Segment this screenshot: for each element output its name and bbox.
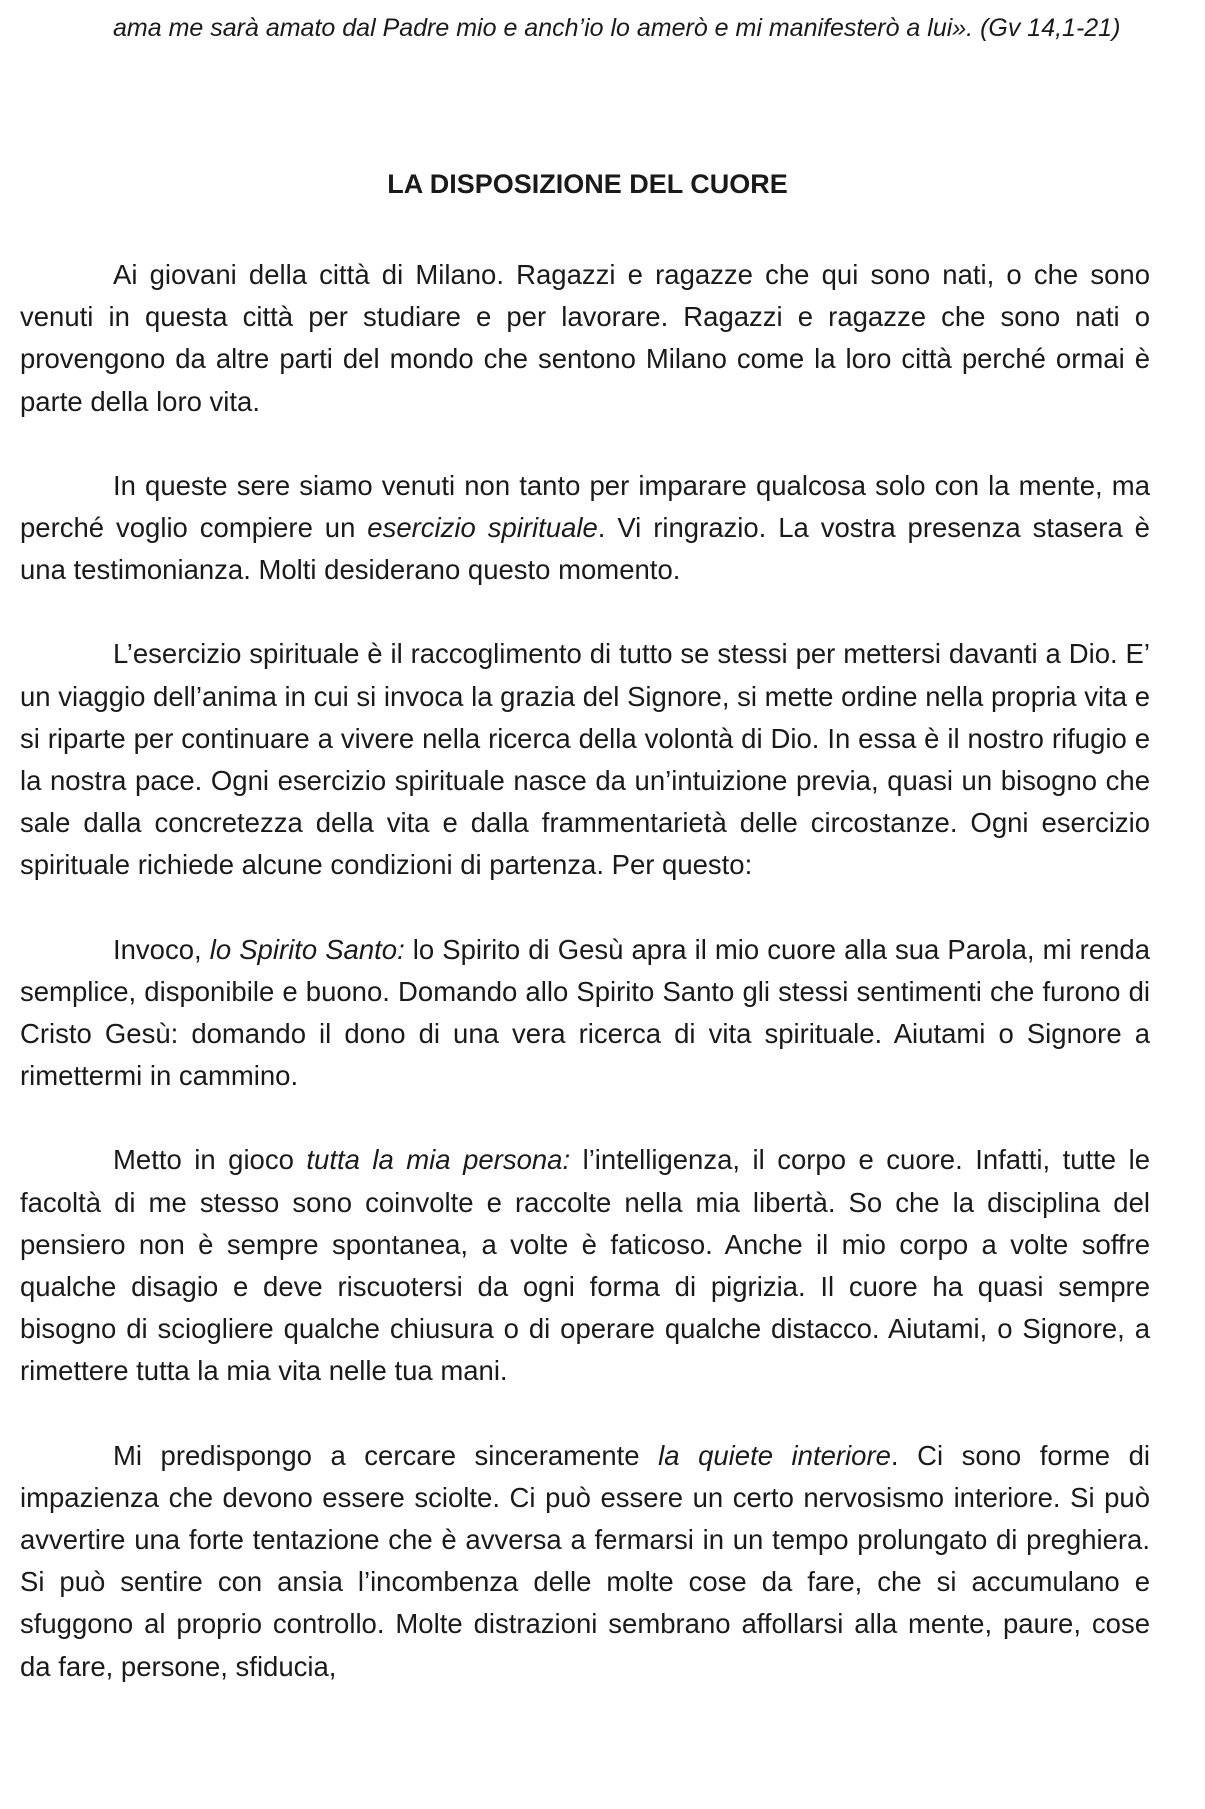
emphasis-text: tutta la mia persona: [306,1144,571,1176]
scripture-quote: ama me sarà amato dal Padre mio e anch’io lo amerò e mi manifesterò a lui». (Gv 14,1-21) [113,14,1121,42]
paragraph-3 [20,633,1150,886]
document-body [20,254,1150,1688]
paragraph-text: lo Spirito di Gesù apra il mio cuore alla sua Parola, mi renda semplice, disponibile e buono. Domando allo Spirito Santo gli stessi sentimenti che furono di Cristo Gesù: domando il dono di una vera ricerca di vita spirituale. Aiutami o Signore a rimettermi in cammino. [20,933,1150,1092]
paragraph-text: . Ci sono forme di impazienza che devono essere sciolte. Ci può essere un certo nervosismo interiore. Si può avvertire una forte tentazione che è avversa a fermarsi in un tempo prolungato di preghiera. Si può sentire con ansia l’incombenza delle molte cose da fare, che si accumulano e sfuggono al proprio controllo. Molte distrazioni sembrano affollarsi alla mente, paure, cose da fare, persone, sfiducia, [20,1439,1150,1682]
emphasis-text: lo Spirito Santo: [209,933,405,965]
paragraph-text: Metto in gioco [113,1144,307,1176]
paragraph-6 [20,1435,1150,1688]
paragraph-5 [20,1139,1150,1392]
paragraph-text: Invoco, [113,933,210,965]
paragraph-text: . Vi ringrazio. La vostra presenza stasera è una testimonianza. Molti desiderano questo momento. [20,512,1150,586]
emphasis-text: la quiete interiore [658,1439,891,1471]
paragraph-4 [20,929,1150,1098]
section-title: LA DISPOSIZIONE DEL CUORE [387,169,788,199]
paragraph-text: In queste sere siamo venuti non tanto per imparare qualcosa solo con la mente, ma perché voglio compiere un [20,469,1150,544]
emphasis-text: esercizio spirituale [367,512,598,544]
paragraph-text: L’esercizio spirituale è il raccoglimento di tutto se stessi per mettersi davanti a Dio. E’ un viaggio dell’anima in cui si invoca la grazia del Signore, si mette ordine nella propria vita e si riparte per continuare a vivere nella ricerca della volontà di Dio. In essa è il nostro rifugio e la nostra pace. Ogni esercizio spirituale nasce da un’intuizione previa, quasi un bisogno che sale dalla concretezza della vita e dalla frammentarietà delle circostanze. Ogni esercizio spirituale richiede alcune condizioni di partenza. Per questo: [20,638,1150,881]
paragraph-text: Ai giovani della città di Milano. Ragazzi e ragazze che qui sono nati, o che sono venuti in questa città per studiare e per lavorare. Ragazzi e ragazze che sono nati o provengono da altre parti del mondo che sentono Milano come la loro città perché ormai è parte della loro vita. [20,259,1150,417]
paragraph-1 [20,254,1150,423]
paragraph-text: Mi predispongo a cercare sinceramente [113,1439,659,1471]
paragraph-text: l’intelligenza, il corpo e cuore. Infatti, tutte le facoltà di me stesso sono coinvolte e raccolte nella mia libertà. So che la disciplina del pensiero non è sempre spontanea, a volte è faticoso. Anche il mio corpo a volte soffre qualche disagio e deve riscuotersi da ogni forma di pigrizia. Il cuore ha quasi sempre bisogno di sciogliere qualche chiusura o di operare qualche distacco. Aiutami, o Signore, a rimettere tutta la mia vita nelle tua mani. [20,1144,1150,1387]
paragraph-2 [20,465,1150,592]
